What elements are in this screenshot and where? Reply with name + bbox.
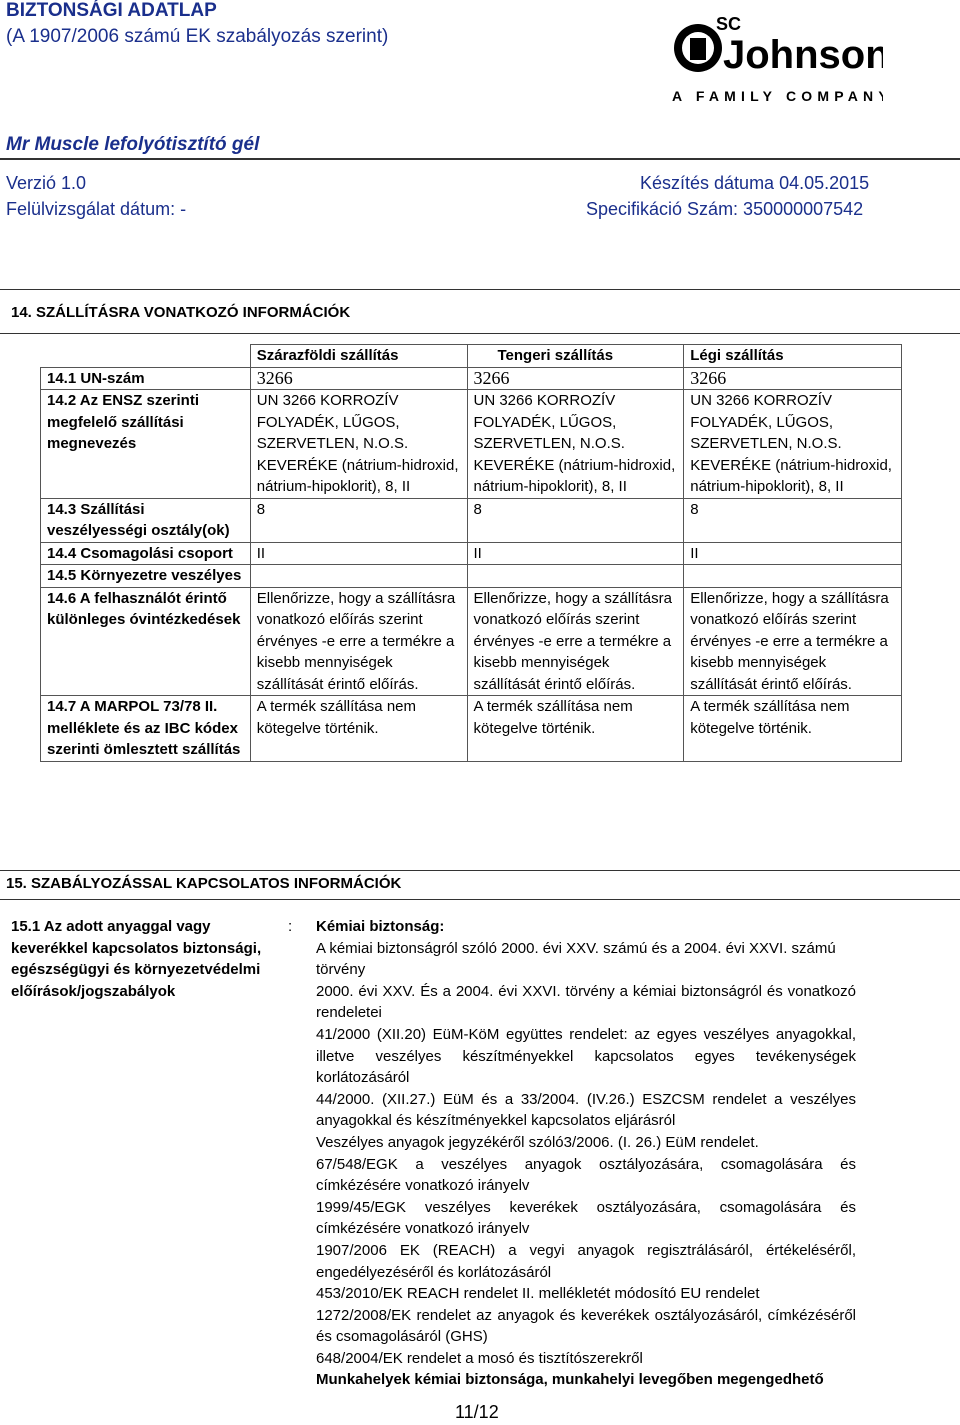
row-label: 14.1 UN-szám [41,367,251,390]
doc-title: BIZTONSÁGI ADATLAP [6,0,217,21]
page-number: 11/12 [455,1402,499,1422]
cell-value: A termék szállítása nem kötegelve történik. [250,696,467,762]
table-row [41,565,902,588]
regulation-line: 2000. évi XXV. És a 2004. évi XXVI. törvény a kémiai biztonságról és vonatkozó rendeletei [316,982,856,1022]
chemical-safety-heading: Kémiai biztonság: [316,918,445,935]
logo-main-text: Johnson [723,33,883,77]
regulations-list [316,916,856,1391]
table-header-row [41,345,902,368]
spec-number-label: Specifikáció Szám: 350000007542 [586,199,864,219]
cell-value: UN 3266 KORROZÍV FOLYADÉK, LŰGOS, SZERVETLEN, N.O.S. KEVERÉKE (nátrium-hidroxid, nátrium-hipoklorit), 8, II [250,390,467,499]
table-row [41,587,902,696]
regulation-line: 67/548/EGK a veszélyes anyagok osztályozására, csomagolására és címkézésére vonatkozó irányelv [316,1155,856,1195]
cell-value: II [250,542,467,565]
cell-value: A termék szállítása nem kötegelve történik. [467,696,684,762]
cell-value: 8 [250,498,467,542]
cell-value [250,565,467,588]
product-name: Mr Muscle lefolyótisztító gél [6,134,260,155]
cell-value: A termék szállítása nem kötegelve történik. [684,696,902,762]
transport-table [40,344,902,762]
row-label: 14.4 Csomagolási csoport [41,542,251,565]
regulation-line: 648/2004/EK rendelet a mosó és tisztítószerekről [316,1349,643,1367]
review-date-label: Felülvizsgálat dátum: - [6,199,187,219]
regulation-line-bold: Munkahelyek kémiai biztonsága, munkahelyi levegőben megengedhető [316,1371,824,1389]
cell-value: 8 [684,498,902,542]
cell-value: Ellenőrizze, hogy a szállításra vonatkozó előírás szerint érvényes -e erre a termékre a kisebb mennyiségek szállítását érintő előírás. [250,587,467,696]
cell-value: 3266 [250,367,467,390]
cell-value: UN 3266 KORROZÍV FOLYADÉK, LŰGOS, SZERVETLEN, N.O.S. KEVERÉKE (nátrium-hidroxid, nátrium-hipoklorit), 8, II [467,390,684,499]
created-date-label: Készítés dátuma 04.05.2015 [640,173,870,193]
regulation-line: A kémiai biztonságról szóló 2000. évi XXV. számú és a 2004. évi XXVI. számú törvény [316,939,836,979]
row-label: 14.5 Környezetre veszélyes [41,565,251,588]
regulation-line: 41/2000 (XII.20) EüM-KöM együttes rendelet: az egyes veszélyes anyagokkal, illetve veszélyes készítményekkel kapcsolatos egyes tevékenységek korlátozásáról [316,1025,856,1087]
section14-title: 14. SZÁLLÍTÁSRA VONATKOZÓ INFORMÁCIÓK [11,304,351,321]
section15-top-divider [0,870,960,871]
table-row [41,498,902,542]
regulation-line: 1907/2006 EK (REACH) a vegyi anyagok regisztrálásáról, értékeléséről, engedélyezéséről és korlátozásáról [316,1241,856,1281]
col-header-air: Légi szállítás [684,345,902,368]
cell-value: 3266 [684,367,902,390]
cell-value [467,565,684,588]
table-row [41,390,902,499]
table-corner [41,345,251,368]
header-divider [0,158,960,160]
row-label: 14.3 Szállítási veszélyességi osztály(ok) [41,498,251,542]
logo-top-text: SC [716,14,742,34]
regulations-label: 15.1 Az adott anyaggal vagy keverékkel kapcsolatos biztonsági, egészségügyi és környezetvédelmi előírások/jogszabályok [11,918,262,1000]
col-header-land: Szárazföldi szállítás [250,345,467,368]
cell-value: UN 3266 KORROZÍV FOLYADÉK, LŰGOS, SZERVETLEN, N.O.S. KEVERÉKE (nátrium-hidroxid, nátrium-hipoklorit), 8, II [684,390,902,499]
cell-value: II [684,542,902,565]
col-header-sea: Tengeri szállítás [467,345,684,368]
label-colon: : [288,918,293,935]
sc-johnson-logo [668,8,883,108]
version-label: Verzió 1.0 [6,173,87,193]
row-label: 14.7 A MARPOL 73/78 II. melléklete és az IBC kódex szerinti ömlesztett szállítás [41,696,251,762]
cell-value: II [467,542,684,565]
cell-value: Ellenőrizze, hogy a szállításra vonatkozó előírás szerint érvényes -e erre a termékre a kisebb mennyiségek szállítását érintő előírás. [684,587,902,696]
logo-tagline: A FAMILY COMPANY [672,88,883,104]
doc-subtitle: (A 1907/2006 számú EK szabályozás szerint) [6,26,389,47]
section15-title: 15. SZABÁLYOZÁSSAL KAPCSOLATOS INFORMÁCIÓK [6,875,402,892]
regulation-line: 44/2000. (XII.27.) EüM és a 33/2004. (IV.26.) ESZCSM rendelet a veszélyes anyagokkal és készítményekkel kapcsolatos eljárásról [316,1090,856,1130]
regulation-line: Veszélyes anyagok jegyzékéről szóló3/2006. (I. 26.) EüM rendelet. [316,1133,759,1151]
cell-value: 3266 [467,367,684,390]
regulation-line: 1272/2008/EK rendelet az anyagok és keverékek osztályozásáról, címkézéséről és csomagolásáról (GHS) [316,1306,856,1346]
cell-value [684,565,902,588]
table-row [41,696,902,762]
cell-value: Ellenőrizze, hogy a szállításra vonatkozó előírás szerint érvényes -e erre a termékre a kisebb mennyiségek szállítását érintő előírás. [467,587,684,696]
row-label: 14.6 A felhasználót érintő különleges óvintézkedések [41,587,251,696]
section14-bottom-divider [0,333,960,334]
table-row [41,542,902,565]
cell-value: 8 [467,498,684,542]
logo-emblem [674,24,722,72]
table-row [41,367,902,390]
section14-top-divider [0,289,960,290]
regulation-line: 453/2010/EK REACH rendelet II. mellékletét módosító EU rendelet [316,1285,760,1303]
section15-bottom-divider [0,899,960,900]
row-label: 14.2 Az ENSZ szerinti megfelelő szállítási megnevezés [41,390,251,499]
regulation-line: 1999/45/EGK veszélyes keverékek osztályozására, csomagolására és címkézésére vonatkozó irányelv [316,1198,856,1238]
